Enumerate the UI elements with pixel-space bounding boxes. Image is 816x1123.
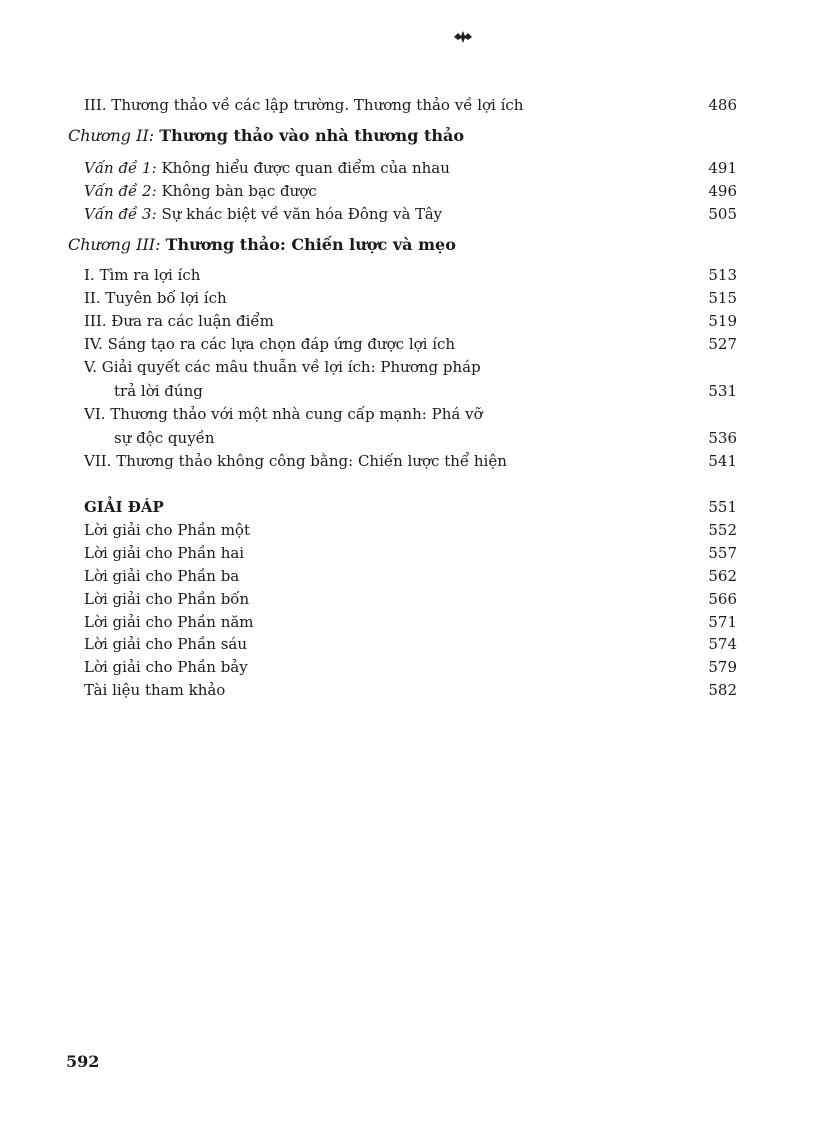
toc-entry-page: 571 [708, 613, 737, 631]
toc-entry-text: V. Giải quyết các mâu thuẫn về lợi ích: Phương pháp [84, 358, 481, 376]
toc-entry-page: 486 [708, 96, 737, 114]
toc-entry-text: Sự khác biệt về văn hóa Đông và Tây [161, 205, 443, 223]
chapter-label: Chương III: [68, 235, 161, 254]
toc-entry-page: 491 [708, 159, 737, 177]
toc-entry-page: 515 [708, 289, 737, 307]
toc-entry-page: 505 [708, 205, 737, 223]
toc-entry-text: Lời giải cho Phần ba [84, 567, 240, 585]
toc-entry-text: Tài liệu tham khảo [84, 681, 226, 699]
toc-entry-text: VI. Thương thảo với một nhà cung cấp mạnh: Phá vỡ [84, 405, 483, 423]
toc-entry-page: 574 [708, 635, 737, 653]
toc-entry-page: 579 [708, 658, 737, 676]
toc-entry-label: Vấn đề 3: [84, 205, 157, 223]
toc-entry-text: Lời giải cho Phần năm [84, 613, 254, 631]
section-title: GIẢI ĐÁP [84, 498, 164, 516]
toc-entry-text: sự độc quyền [114, 429, 215, 447]
chapter-title: Thương thảo: Chiến lược và mẹo [165, 235, 456, 254]
toc-entry-text: Lời giải cho Phần bốn [84, 590, 250, 608]
toc-entry-page: 566 [708, 590, 737, 608]
toc-entry-text: Không hiểu được quan điểm của nhau [161, 159, 450, 177]
toc-entry-text: trả lời đúng [114, 382, 203, 400]
toc-entry-page: 541 [708, 452, 737, 470]
toc-entry-text: II. Tuyên bố lợi ích [84, 289, 227, 307]
toc-entry-page: 551 [708, 498, 737, 516]
chapter-label: Chương II: [68, 126, 155, 145]
toc-entry-text: VII. Thương thảo không công bằng: Chiến lược thể hiện [84, 452, 507, 470]
toc-entry-page: 557 [708, 544, 737, 562]
toc-entry-text: III. Thương thảo về các lập trường. Thương thảo về lợi ích [84, 96, 524, 114]
toc-entry-page: 562 [708, 567, 737, 585]
toc-entry-page: 536 [708, 429, 737, 447]
chapter-title: Thương thảo vào nhà thương thảo [159, 126, 465, 145]
toc-entry-page: 513 [708, 266, 737, 284]
toc-entry-label: Vấn đề 2: [84, 182, 157, 200]
toc-entry-text: IV. Sáng tạo ra các lựa chọn đáp ứng được lợi ích [84, 335, 456, 353]
page-number: 592 [66, 1052, 100, 1071]
toc-entry-text: Lời giải cho Phần sáu [84, 635, 248, 653]
toc-entry-text: Lời giải cho Phần hai [84, 544, 245, 562]
toc-entry-label: Vấn đề 1: [84, 159, 157, 177]
toc-entry-text: Lời giải cho Phần một [84, 521, 250, 539]
toc-entry-text: Lời giải cho Phần bảy [84, 658, 248, 676]
toc-entry-page: 519 [708, 312, 737, 330]
toc-entry-page: 496 [708, 182, 737, 200]
toc-entry-text: Không bàn bạc được [161, 182, 317, 200]
toc-entry-text: III. Đưa ra các luận điểm [84, 312, 274, 330]
toc-entry-page: 582 [708, 681, 737, 699]
toc-entry-page: 552 [708, 521, 737, 539]
toc-entry-text: I. Tìm ra lợi ích [84, 266, 201, 284]
toc-entry-page: 531 [708, 382, 737, 400]
toc-entry-page: 527 [708, 335, 737, 353]
